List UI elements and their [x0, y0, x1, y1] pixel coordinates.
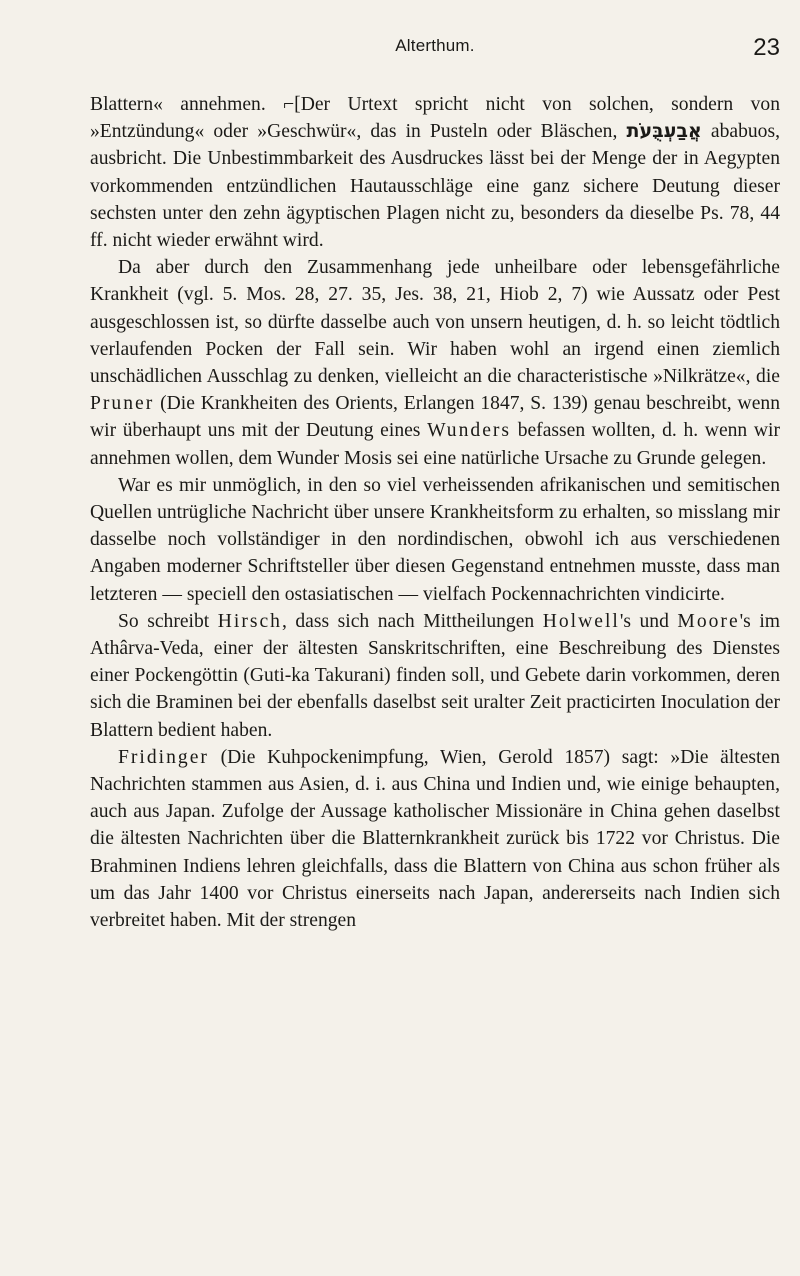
paragraph-1-text-start: Blattern« annehmen. ⌐[Der Urtext spricht nicht von solchen, sondern von »Entzündung« oder »Geschwür«, das in Pusteln oder Bläschen, [90, 94, 780, 143]
paragraph-4-text: 's im Athârva-Veda, einer der ältesten Sanskritschriften, eine Beschreibung des Dienstes einer Pockengöttin (Guti-ka Takurani) finden soll, und Gebete darin vorkommen, deren sich die Braminen bei der ebenfalls daselbst seit uralter Zeit practicirten Inoculation der Blattern bedient haben. [90, 610, 781, 741]
body-text [90, 91, 780, 934]
author-name-hirsch: Hirsch [217, 610, 282, 632]
author-name-moore: Moore [677, 610, 740, 632]
author-name-fridinger: Fridinger [118, 746, 209, 768]
paragraph-5-text: (Die Kuhpockenimpfung, Wien, Gerold 1857) sagt: »Die ältesten Nachrichten stammen aus Asien, d. i. aus China und Indien und, wie einige behaupten, auch aus Japan. Zufolge der Aussage katholischer Missionäre in China gehen daselbst die ältesten Nachrichten über die Blatternkrankheit zurück bis 1722 vor Christus. Die Brahminen Indiens lehren gleichfalls, dass die Blattern von China aus schon früher als um das Jahr 1400 vor Christus einerseits nach Japan, andererseits nach Indien sich verbreitet haben. Mit der strengen [90, 746, 780, 932]
paragraph-1 [90, 91, 780, 254]
page-number: 23 [753, 34, 780, 61]
paragraph-4-text: So schreibt [118, 610, 218, 632]
paragraph-2-text: befassen wollten, d. h. wenn wir annehmen wollen, dem Wunder Mosis sei eine natürliche Ursache zu Grunde gelegen. [90, 420, 780, 469]
paragraph-4-text: , dass sich nach Mittheilungen [281, 610, 543, 632]
paragraph-3 [90, 472, 780, 608]
paragraph-4 [90, 608, 780, 744]
paragraph-1-text-end: ababuos, ausbricht. Die Unbestimmbarkeit des Ausdruckes lässt bei der Menge der in Aegypten vorkommenden entzündlichen Hautausschläge eine ganz sichere Deutung dieser sechsten unter den zehn ägyptischen Plagen nicht zu, besonders da dieselbe Ps. 78, 44 ff. nicht wieder erwähnt wird. [90, 121, 780, 252]
author-name-holwell: Holwell [542, 610, 620, 632]
paragraph-2-text: Da aber durch den Zusammenhang jede unheilbare oder lebensgefährliche Krankheit (vgl. 5. Mos. 28, 27. 35, Jes. 38, 21, Hiob 2, 7) wie Aussatz oder Pest ausgeschlossen ist, so dürfte dasselbe auch von unsern heutigen, d. h. so leicht tödtlich verlaufenden Pocken der Fall sein. Wir haben wohl an irgend einen ziemlich unschädlichen Ausschlag zu denken, vielleicht an die characteristische »Nilkrätze«, die [90, 257, 780, 388]
paragraph-3-text: War es mir unmöglich, in den so viel verheissenden afrikanischen und semitischen Quellen untrügliche Nachricht über unsere Krankheitsform zu erhalten, so misslang mir dasselbe noch vollständiger in den nordindischen, obwohl ich aus verschiedenen Angaben moderner Schriftsteller über diesen Gegenstand entnehmen musste, dass man letzteren — speciell den ostasiatischen — vielfach Pockennachrichten vindicirte. [90, 474, 780, 605]
page-header [90, 36, 780, 76]
running-title: Alterthum. [395, 36, 475, 55]
paragraph-5 [90, 744, 780, 934]
paragraph-2 [90, 254, 780, 472]
hebrew-word: אֲבַעְבֻּעֹת [626, 120, 702, 143]
paragraph-2-text: (Die Krankheiten des Orients, Erlangen 1847, S. 139) genau beschreibt, wenn wir überhaupt uns mit der Deutung eines [90, 393, 780, 442]
emphasis-wunders: Wunders [427, 420, 512, 442]
author-name-pruner: Pruner [90, 393, 155, 415]
paragraph-4-text: 's und [619, 610, 678, 632]
